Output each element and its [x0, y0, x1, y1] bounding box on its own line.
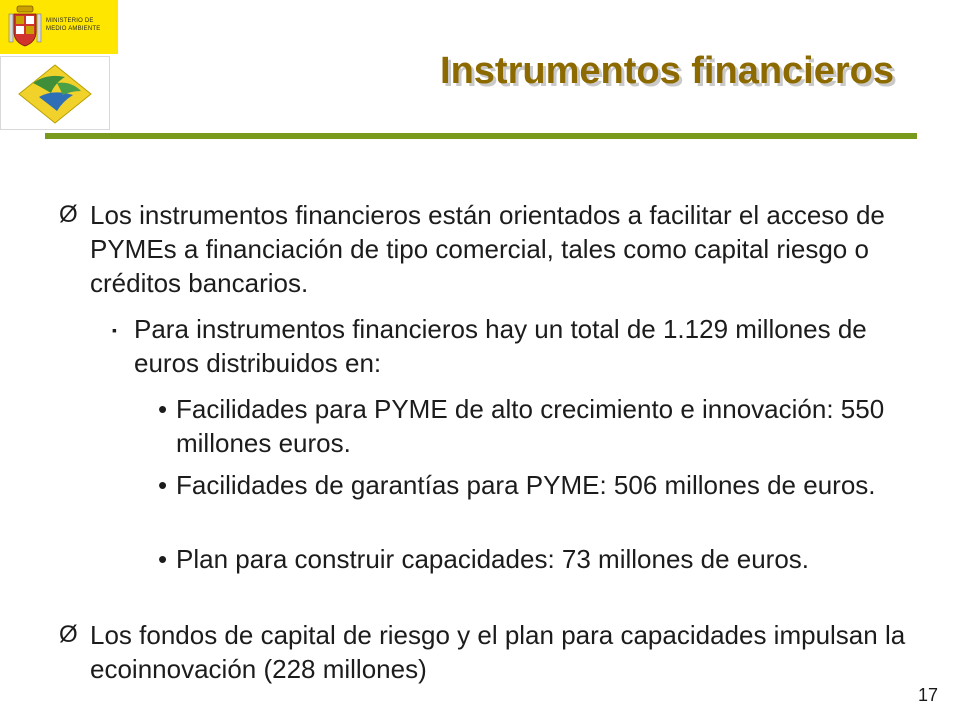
- bullet-text: Los instrumentos financieros están orientados a facilitar el acceso de PYMEs a financiación de tipo comercial, tales como capital riesgo o créditos bancarios.: [90, 200, 885, 298]
- dot-bullet-icon: •: [158, 394, 168, 424]
- arrow-bullet-icon: Ø: [59, 201, 78, 228]
- ministry-name: MINISTERIO DE MEDIO AMBIENTE: [46, 18, 101, 32]
- title-underline: [45, 133, 917, 139]
- coat-of-arms-icon: [8, 4, 42, 50]
- bullet-text: Facilidades para PYME de alto crecimiento e innovación: 550 millones euros.: [176, 394, 885, 458]
- ministry-logo: [0, 0, 118, 54]
- slide-title: Instrumentos financieros: [440, 50, 894, 92]
- bullet-text: Para instrumentos financieros hay un total de 1.129 millones de euros distribuidos en:: [134, 314, 867, 378]
- bullet-text: Los fondos de capital de riesgo y el plan para capacidades impulsan la ecoinnovación (228 millones): [90, 620, 906, 684]
- bullet-item: [59, 198, 920, 300]
- environmental-network-logo: [0, 56, 110, 130]
- bullet-text: Facilidades de garantías para PYME: 506 millones de euros.: [176, 470, 876, 500]
- bullet-item: [59, 618, 920, 686]
- sub-bullet-item: [112, 312, 914, 380]
- network-logo-icon: [11, 61, 99, 127]
- page-number: 17: [917, 685, 938, 705]
- arrow-bullet-icon: Ø: [59, 621, 78, 648]
- dot-bullet-icon: •: [158, 470, 168, 500]
- sub-sub-bullet-item: [158, 392, 921, 460]
- square-bullet-icon: ▪: [112, 322, 117, 338]
- bullet-text: Plan para construir capacidades: 73 millones de euros.: [176, 544, 810, 574]
- sub-sub-bullet-item: [158, 468, 921, 502]
- sub-sub-bullet-item: [158, 542, 921, 576]
- dot-bullet-icon: •: [158, 544, 168, 574]
